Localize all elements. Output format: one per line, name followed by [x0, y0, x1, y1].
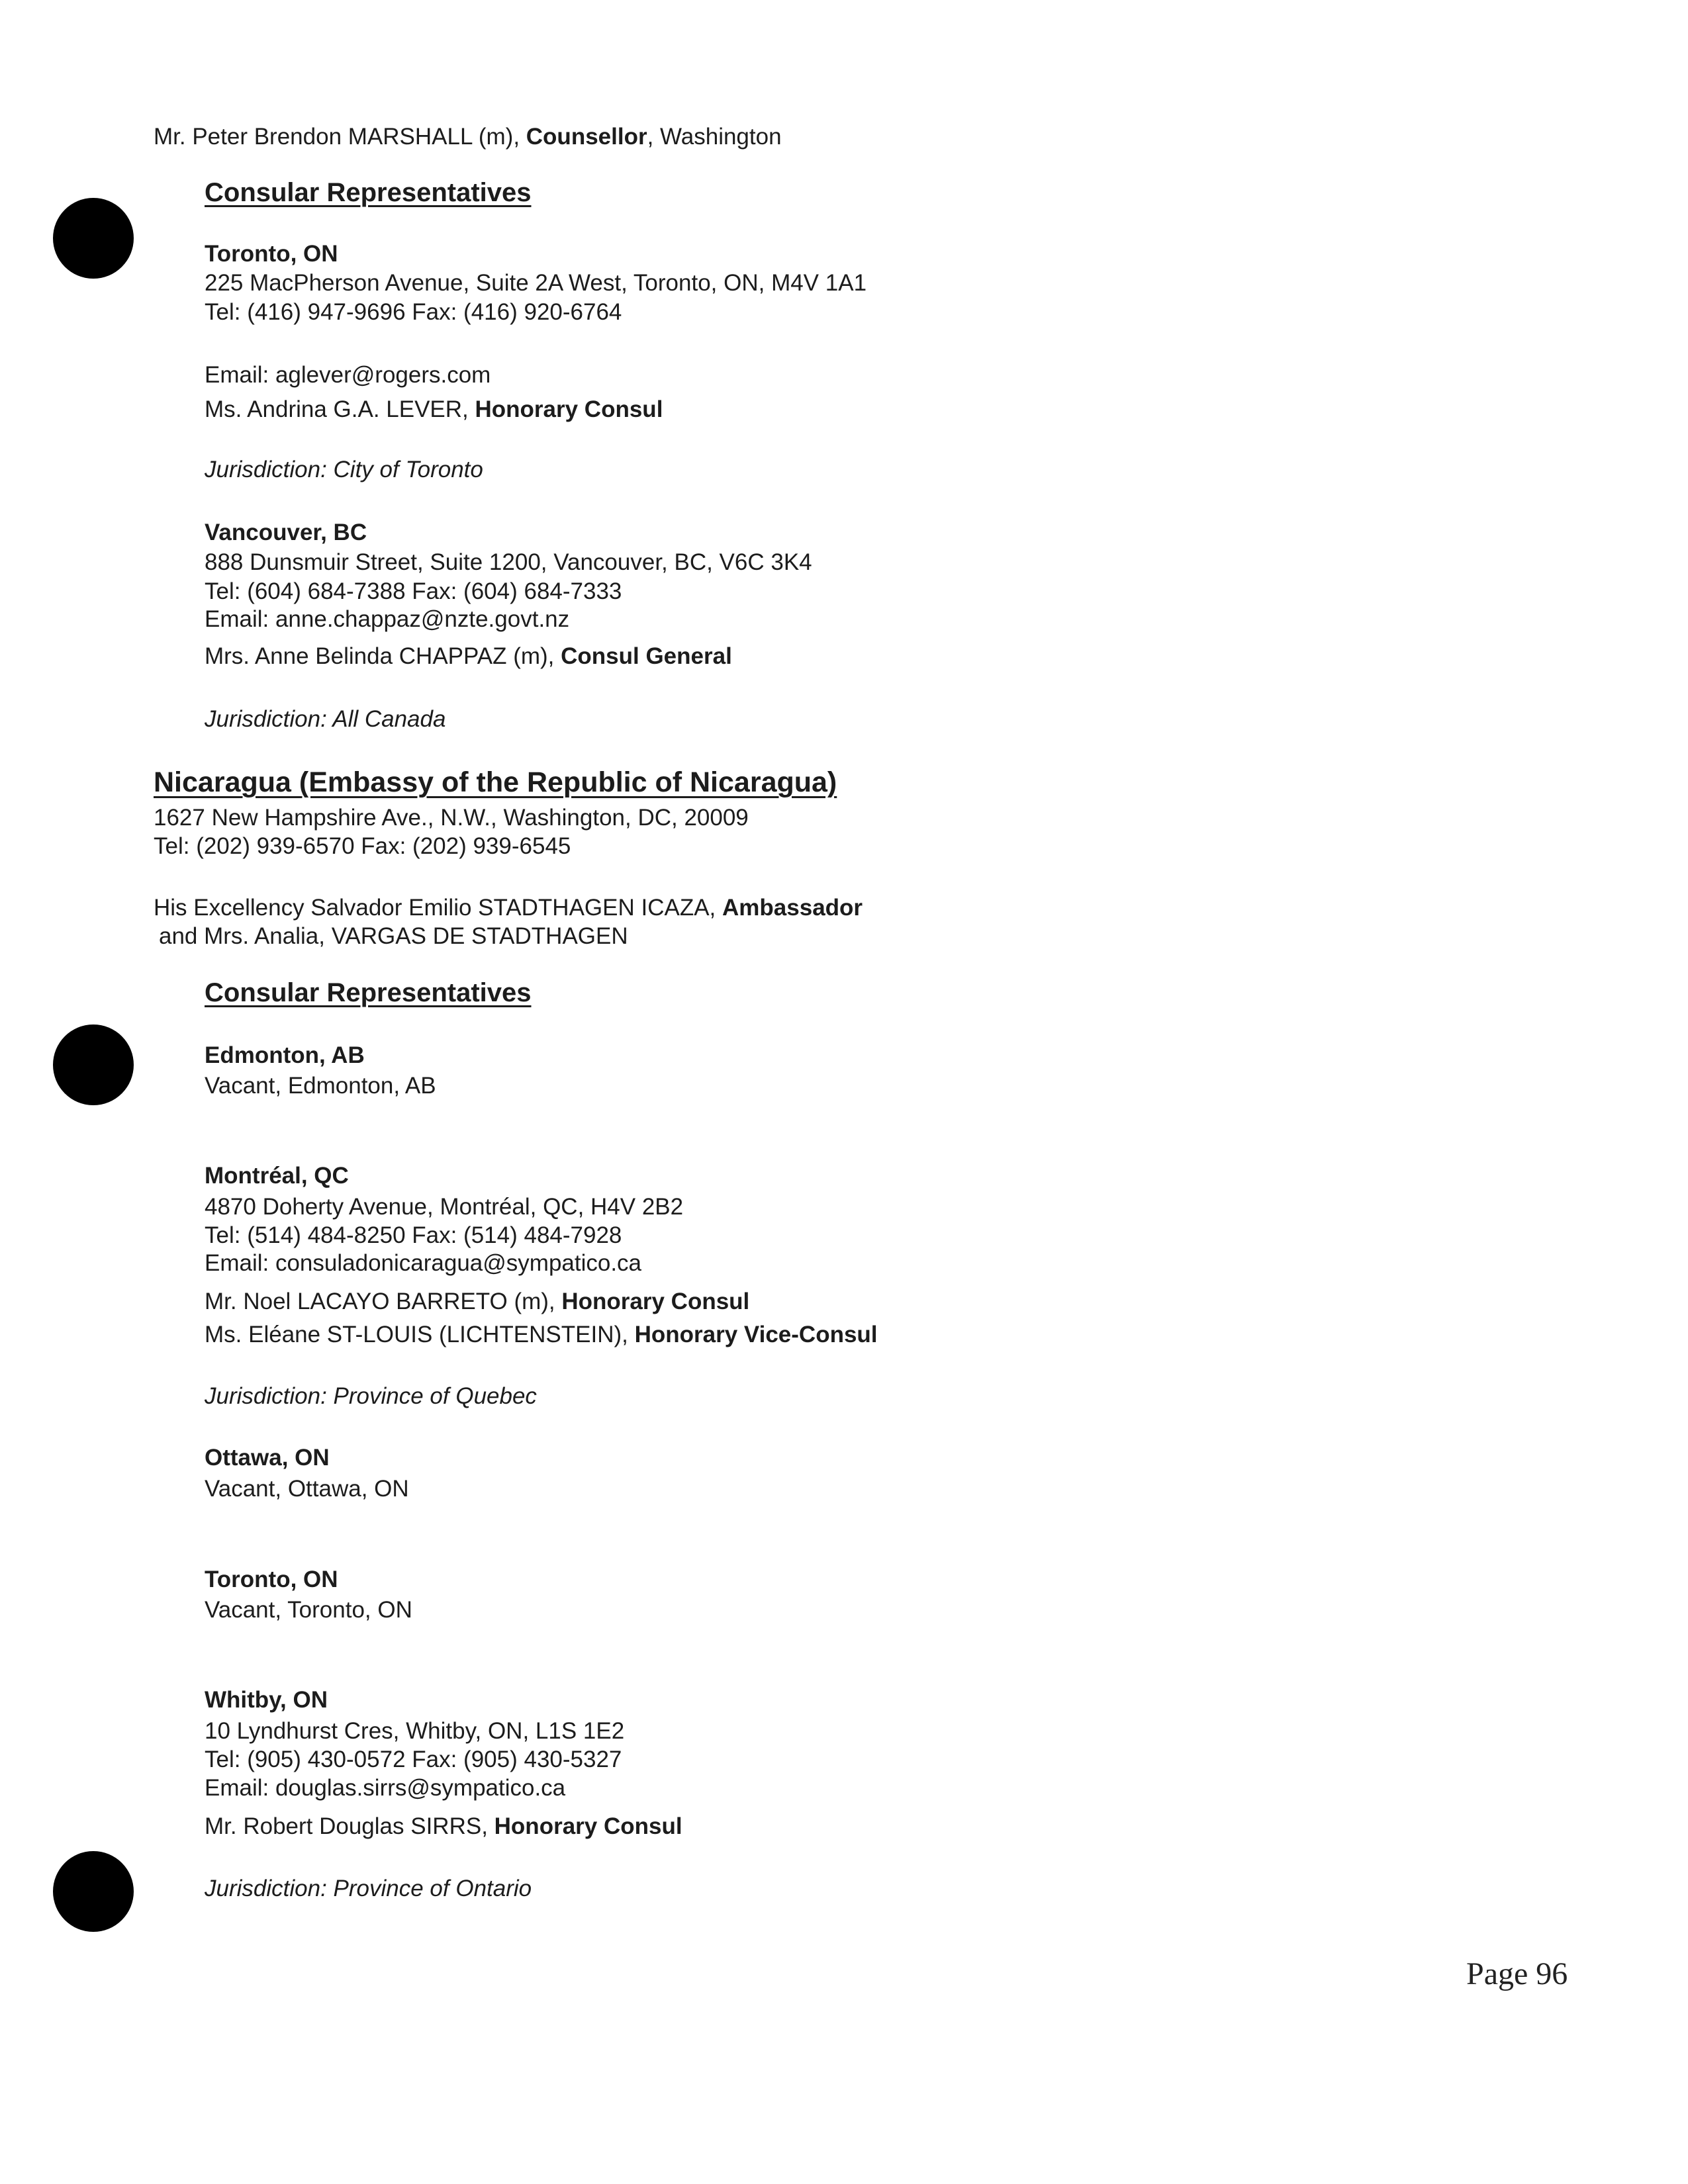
jurisdiction-value: City of Toronto [333, 457, 483, 482]
montreal-email: Email: consuladonicaragua@sympatico.ca [205, 1250, 642, 1276]
montreal-consul-name: Mr. Noel LACAYO BARRETO (m), [205, 1289, 562, 1314]
montreal-vice-consul-name: Ms. Eléane ST-LOUIS (LICHTENSTEIN), [205, 1322, 635, 1347]
toronto-jurisdiction [205, 455, 483, 484]
nicaragua-address: 1627 New Hampshire Ave., N.W., Washington, DC, 20009 [154, 805, 749, 831]
jurisdiction-label: Jurisdiction: [205, 1876, 327, 1901]
counsellor-entry [154, 122, 782, 152]
consular-heading-nz: Consular Representatives [205, 178, 532, 207]
toronto-consul [205, 395, 663, 424]
punch-hole-bottom [53, 1851, 134, 1932]
ambassador-spouse: and Mrs. Analia, VARGAS DE STADTHAGEN [159, 923, 628, 949]
city-heading-toronto-nicaragua: Toronto, ON [205, 1567, 338, 1592]
jurisdiction-label: Jurisdiction: [205, 457, 327, 482]
nicaragua-ambassador [154, 893, 863, 923]
counsellor-place: , Washington [647, 124, 782, 150]
jurisdiction-label: Jurisdiction: [205, 706, 327, 732]
ottawa-status: Vacant, Ottawa, ON [205, 1476, 409, 1502]
vancouver-tel-fax: Tel: (604) 684-7388 Fax: (604) 684-7333 [205, 578, 622, 604]
toronto-consul-name: Ms. Andrina G.A. LEVER, [205, 396, 475, 422]
counsellor-title: Counsellor [526, 124, 647, 150]
city-heading-vancouver: Vancouver, BC [205, 520, 367, 545]
toronto-address: 225 MacPherson Avenue, Suite 2A West, Toronto, ON, M4V 1A1 [205, 270, 867, 296]
city-heading-toronto: Toronto, ON [205, 241, 338, 267]
jurisdiction-value: Province of Quebec [333, 1383, 537, 1409]
vancouver-consul-title: Consul General [561, 643, 732, 669]
whitby-jurisdiction [205, 1874, 532, 1903]
whitby-consul [205, 1812, 682, 1841]
whitby-email: Email: douglas.sirrs@sympatico.ca [205, 1775, 566, 1801]
nicaragua-tel-fax: Tel: (202) 939-6570 Fax: (202) 939-6545 [154, 833, 571, 859]
whitby-address: 10 Lyndhurst Cres, Whitby, ON, L1S 1E2 [205, 1718, 625, 1744]
jurisdiction-value: Province of Ontario [333, 1876, 532, 1901]
whitby-consul-title: Honorary Consul [494, 1813, 682, 1839]
toronto-consul-title: Honorary Consul [475, 396, 663, 422]
vancouver-address: 888 Dunsmuir Street, Suite 1200, Vancouver, BC, V6C 3K4 [205, 549, 812, 575]
country-heading-nicaragua: Nicaragua (Embassy of the Republic of Nicaragua) [154, 766, 837, 798]
punch-hole-top [53, 198, 134, 279]
vancouver-jurisdiction [205, 705, 445, 734]
punch-hole-middle [53, 1024, 134, 1105]
montreal-jurisdiction [205, 1382, 537, 1411]
whitby-tel-fax: Tel: (905) 430-0572 Fax: (905) 430-5327 [205, 1747, 622, 1772]
counsellor-name: Mr. Peter Brendon MARSHALL (m), [154, 124, 526, 150]
toronto-tel-fax: Tel: (416) 947-9696 Fax: (416) 920-6764 [205, 299, 622, 325]
montreal-address: 4870 Doherty Avenue, Montréal, QC, H4V 2B2 [205, 1194, 684, 1220]
vancouver-consul-name: Mrs. Anne Belinda CHAPPAZ (m), [205, 643, 561, 669]
montreal-tel-fax: Tel: (514) 484-8250 Fax: (514) 484-7928 [205, 1222, 622, 1248]
montreal-vice-consul [205, 1320, 878, 1349]
edmonton-status: Vacant, Edmonton, AB [205, 1073, 436, 1099]
toronto-status: Vacant, Toronto, ON [205, 1597, 412, 1623]
jurisdiction-label: Jurisdiction: [205, 1383, 327, 1409]
vancouver-consul [205, 642, 732, 671]
city-heading-ottawa: Ottawa, ON [205, 1445, 330, 1471]
whitby-consul-name: Mr. Robert Douglas SIRRS, [205, 1813, 494, 1839]
page-number: Page 96 [1466, 1956, 1568, 1991]
city-heading-montreal: Montréal, QC [205, 1163, 349, 1189]
city-heading-edmonton: Edmonton, AB [205, 1042, 365, 1068]
jurisdiction-value: All Canada [332, 706, 446, 732]
toronto-email: Email: aglever@rogers.com [205, 362, 491, 388]
ambassador-name: His Excellency Salvador Emilio STADTHAGEN ICAZA, [154, 895, 723, 921]
city-heading-whitby: Whitby, ON [205, 1687, 328, 1713]
montreal-consul [205, 1287, 749, 1316]
vancouver-email: Email: anne.chappaz@nzte.govt.nz [205, 606, 570, 632]
consular-heading-nicaragua: Consular Representatives [205, 978, 532, 1007]
montreal-consul-title: Honorary Consul [561, 1289, 750, 1314]
ambassador-title: Ambassador [722, 895, 863, 921]
montreal-vice-consul-title: Honorary Vice-Consul [634, 1322, 878, 1347]
